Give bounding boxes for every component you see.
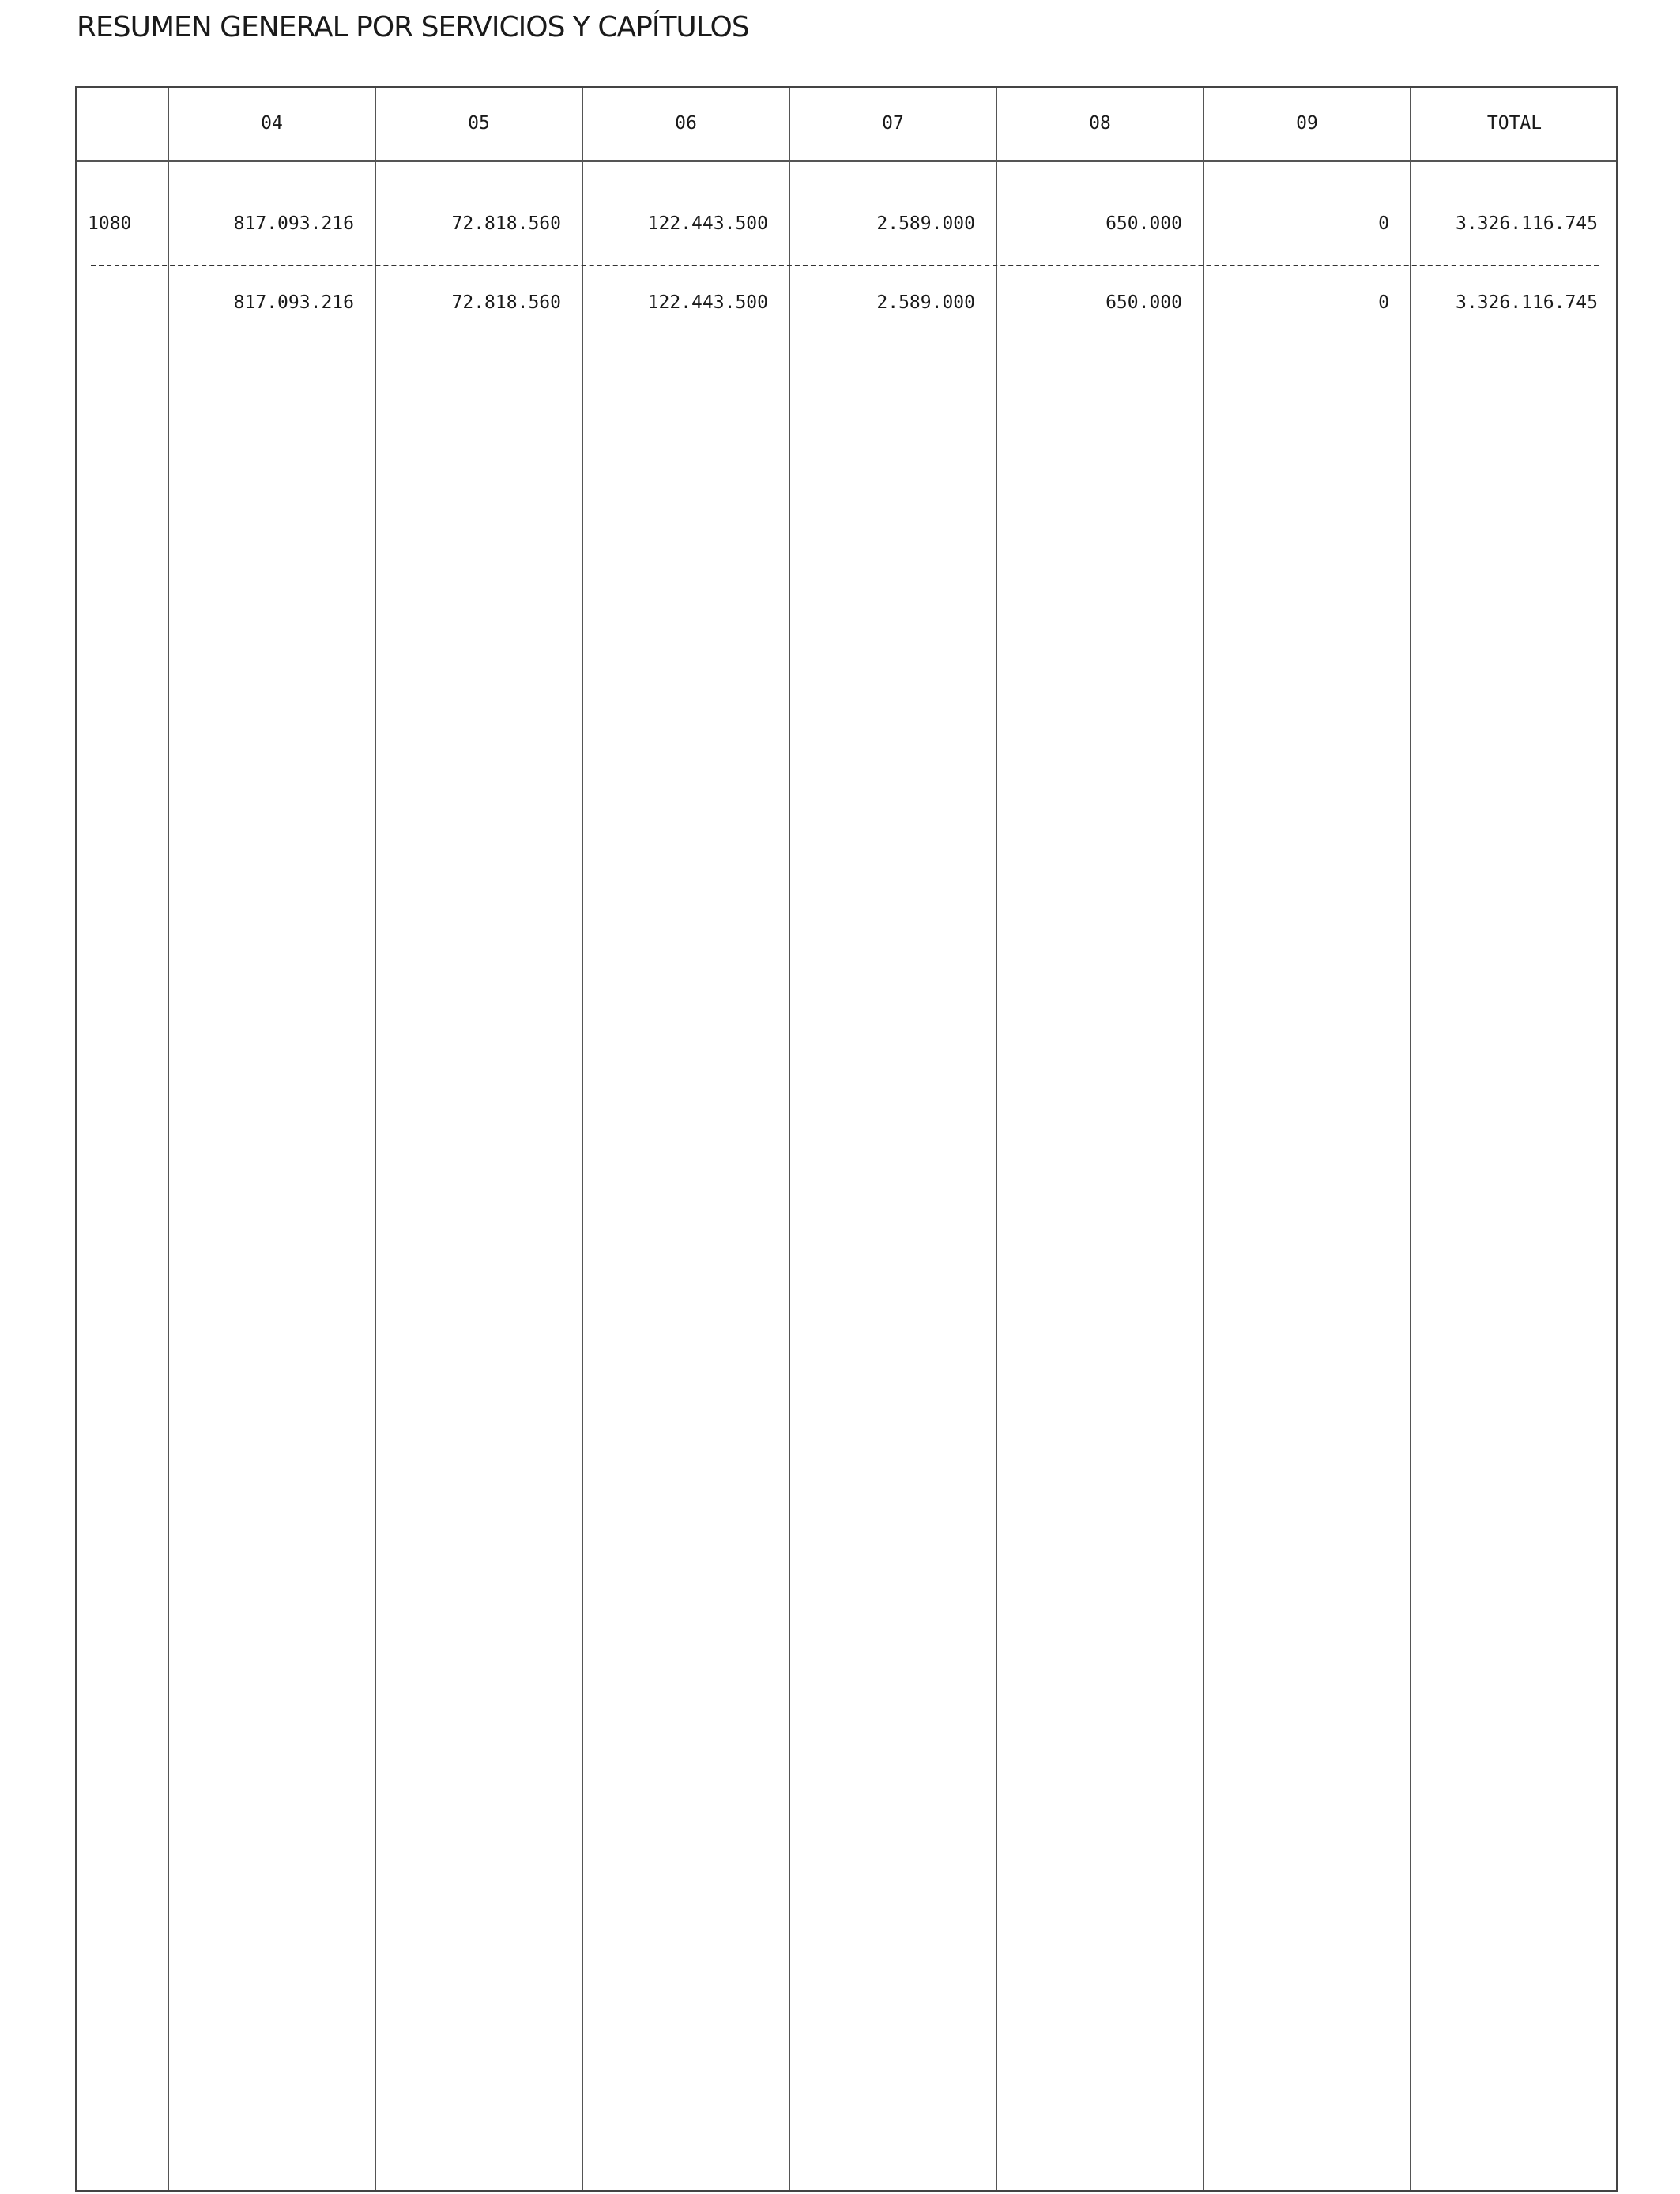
page-title: RESUMEN GENERAL POR SERVICIOS Y CAPÍTULOS [77, 11, 749, 43]
column-header-06: 06 [675, 113, 697, 134]
value-total: 3.326.116.745 [1455, 213, 1598, 234]
service-code: 1080 [88, 213, 132, 234]
column-header-total: TOTAL [1486, 113, 1543, 134]
summary-table [75, 86, 1618, 2192]
total-05: 72.818.560 [451, 292, 561, 313]
column-header-08: 08 [1089, 113, 1111, 134]
column-header-09: 09 [1296, 113, 1318, 134]
dashed-separator [91, 265, 1599, 266]
column-divider [996, 88, 997, 2190]
column-header-07: 07 [882, 113, 904, 134]
header-divider [77, 160, 1616, 162]
total-04: 817.093.216 [233, 292, 354, 313]
total-08: 650.000 [1106, 292, 1182, 313]
value-06: 122.443.500 [647, 213, 768, 234]
column-divider [789, 88, 790, 2190]
column-divider [582, 88, 583, 2190]
total-09: 0 [1378, 292, 1389, 313]
column-header-05: 05 [468, 113, 490, 134]
column-divider [1410, 88, 1411, 2190]
total-06: 122.443.500 [647, 292, 768, 313]
column-header-04: 04 [261, 113, 283, 134]
total-grand: 3.326.116.745 [1455, 292, 1598, 313]
column-divider [168, 88, 169, 2190]
value-07: 2.589.000 [876, 213, 975, 234]
value-09: 0 [1378, 213, 1389, 234]
column-divider [1203, 88, 1204, 2190]
value-05: 72.818.560 [451, 213, 561, 234]
column-divider [375, 88, 376, 2190]
value-04: 817.093.216 [233, 213, 354, 234]
total-07: 2.589.000 [876, 292, 975, 313]
value-08: 650.000 [1106, 213, 1182, 234]
